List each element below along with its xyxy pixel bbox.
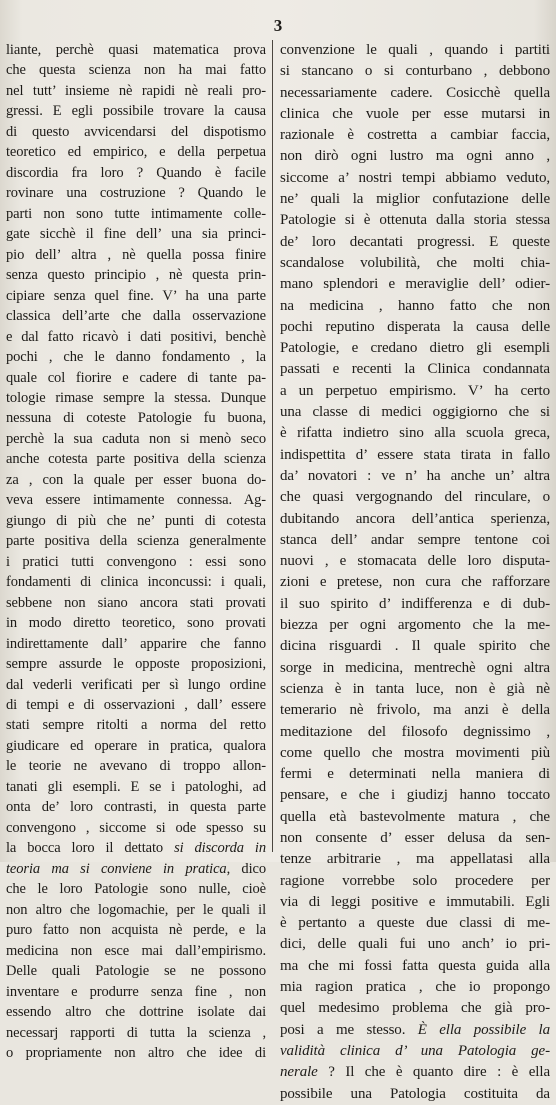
- text-line: [280, 296, 550, 317]
- text-line: [280, 1062, 550, 1083]
- text-line: [6, 654, 266, 674]
- text-line: [280, 104, 550, 125]
- text-line: [6, 777, 266, 797]
- text-segment: nuovi , e stomacata delle loro disputa-: [280, 553, 550, 570]
- text-segment: pensare, e che i giudizj hanno toccato: [280, 787, 550, 804]
- text-segment: stanca dell’ andar sempre tentone coi: [280, 531, 550, 548]
- text-segment: quale col fiorire e cadere di tante pa-: [6, 369, 266, 386]
- text-line: [280, 594, 550, 615]
- text-line: [280, 892, 550, 913]
- text-line: [6, 1002, 266, 1022]
- text-line: [6, 572, 266, 592]
- text-line: [6, 838, 266, 858]
- text-line: [280, 828, 550, 849]
- text-segment: che le loro Patologie sono nulle, cioè: [6, 881, 266, 898]
- text-segment: meditazione del filosofo degnissimo ,: [280, 723, 550, 740]
- text-segment: dubitando ancora dell’antica sperienza,: [280, 510, 550, 527]
- text-segment: pochi reputino disperata la causa delle: [280, 318, 550, 335]
- text-line: [6, 388, 266, 408]
- text-line: [6, 142, 266, 162]
- text-line: [280, 146, 550, 167]
- text-segment: cipiare senza quel fine. V’ ha una parte: [6, 287, 266, 304]
- text-line: [6, 265, 266, 285]
- text-segment: convengono , siccome si ode spesso su: [6, 819, 266, 836]
- text-line: [280, 509, 550, 530]
- text-segment: in modo diretto teoretico, sono provati: [6, 615, 266, 632]
- text-line: [6, 695, 266, 715]
- text-line: [6, 286, 266, 306]
- text-segment: liante, perchè quasi matematica prova: [6, 42, 266, 58]
- text-segment: gressi. E egli possibile trovare la causa: [6, 103, 266, 120]
- text-segment: medicina non esce mai dall’empirismo.: [6, 942, 266, 959]
- text-line: [280, 764, 550, 785]
- text-segment: indispettita d’ essere stata tirata in fallo: [280, 446, 550, 463]
- text-segment: i pratici tutti convengono : essi sono: [6, 553, 266, 570]
- text-segment: è rifatta indietro sino alla scuola greca,: [280, 425, 550, 442]
- text-line: [280, 210, 550, 231]
- text-segment: le teorie ne avevano di troppo allon-: [6, 758, 266, 775]
- text-segment: nel tutt’ insieme nè rapidi nè reali pro-: [6, 82, 266, 99]
- text-line: [280, 700, 550, 721]
- text-segment: nessuna di coteste Patologie fu buona,: [6, 410, 266, 427]
- text-line: [6, 204, 266, 224]
- text-line: [6, 1043, 266, 1063]
- text-segment: posi a me stesso.: [280, 1021, 418, 1038]
- text-line: [6, 715, 266, 735]
- text-segment: come quello che mostra movimenti più: [280, 744, 550, 761]
- text-segment: ne’ quali la miglior confutazione delle: [280, 191, 550, 208]
- text-segment: stati sempre ritolti a norma del retto: [6, 717, 266, 734]
- text-segment: scandalose volubilità, che molti chia-: [280, 254, 550, 271]
- text-line: [6, 163, 266, 183]
- text-segment: quel medesimo problema che già pro-: [280, 1000, 550, 1017]
- text-line: [280, 1041, 550, 1062]
- text-segment: dici, delle quali fui uno anch’ io pri-: [280, 936, 550, 953]
- text-segment: non dirò ogni lustro ma ogni anno ,: [280, 148, 550, 165]
- text-segment: gate sicchè il fine dell’ una sia princi-: [6, 226, 266, 243]
- italic-text-segment: si discorda in: [174, 840, 266, 857]
- text-line: [6, 879, 266, 899]
- italic-text-segment: È ella possibile la: [417, 1021, 550, 1038]
- text-segment: non altro che logomachie, per le quali il: [6, 901, 266, 918]
- italic-text-segment: teoria ma si conviene in pratica: [6, 860, 227, 877]
- text-segment: tanati gli esempli. E se i patologhi, ad: [6, 778, 266, 795]
- text-line: [280, 530, 550, 551]
- text-line: [280, 658, 550, 679]
- text-segment: , dico: [226, 860, 266, 877]
- text-segment: o propriamente non altro che idee di: [6, 1044, 266, 1061]
- text-line: [6, 634, 266, 654]
- text-line: [6, 347, 266, 367]
- text-line: [280, 572, 550, 593]
- text-segment: ragione vorrebbe solo procedere per: [280, 872, 550, 889]
- text-segment: di questo avvicendarsi del dispotismo: [6, 123, 266, 140]
- text-line: [280, 381, 550, 402]
- text-segment: convenzione le quali , quando i partiti: [280, 42, 550, 58]
- text-segment: giudicare ed operare in pratica, qualora: [6, 737, 266, 754]
- text-segment: inventare e produrre senza fine , non: [6, 983, 266, 1000]
- text-line: [6, 613, 266, 633]
- text-segment: mano splendori e meraviglie dell’ odier-: [280, 276, 550, 293]
- text-line: [280, 998, 550, 1019]
- text-line: [6, 183, 266, 203]
- text-line: [6, 675, 266, 695]
- text-line: [6, 60, 266, 80]
- text-line: [6, 368, 266, 388]
- text-line: [280, 232, 550, 253]
- text-line: [6, 818, 266, 838]
- text-line: [280, 61, 550, 82]
- text-line: [6, 859, 266, 879]
- text-segment: zioni e pretese, non cura che rafforzare: [280, 574, 550, 591]
- text-line: [280, 423, 550, 444]
- text-line: [280, 934, 550, 955]
- text-line: [280, 487, 550, 508]
- text-line: [280, 168, 550, 189]
- text-segment: necessarj rapporti di tutta la scienza ,: [6, 1024, 266, 1041]
- text-segment: clinica che vuole per esse mutarsi in: [280, 105, 550, 122]
- text-line: [280, 743, 550, 764]
- text-segment: Delle quali Patologie se ne possono: [6, 963, 266, 980]
- text-segment: dal vederli verificati per sì lungo ordine: [6, 676, 266, 693]
- text-segment: indirettamente dall’ apparire che fanno: [6, 635, 266, 652]
- text-line: [280, 402, 550, 423]
- text-line: [6, 429, 266, 449]
- italic-text-segment: validità clinica d’ una Patologia ge-: [280, 1042, 550, 1059]
- text-line: [280, 359, 550, 380]
- text-line: [280, 722, 550, 743]
- text-segment: fondamenti di clinica inconcussi: i quali,: [6, 574, 266, 591]
- text-line: [280, 253, 550, 274]
- text-line: [280, 466, 550, 487]
- text-segment: la bocca loro il dettato: [6, 840, 175, 857]
- text-line: [6, 306, 266, 326]
- text-segment: discordia fra loro ? Quando è facile: [6, 164, 266, 181]
- text-line: [6, 224, 266, 244]
- text-segment: quella età bastevolmente matura , che: [280, 808, 550, 825]
- text-line: [6, 900, 266, 920]
- text-segment: sorge in medicina, mentrechè ogni altra: [280, 659, 550, 676]
- text-line: [6, 797, 266, 817]
- text-line: [6, 531, 266, 551]
- text-line: [280, 636, 550, 657]
- text-segment: veva essere intimamente connessa. Ag-: [6, 492, 266, 509]
- text-line: [280, 445, 550, 466]
- page-number: 3: [273, 16, 283, 35]
- text-line: [280, 807, 550, 828]
- text-segment: che quasi vergognando del rinculare, o: [280, 489, 550, 506]
- text-line: [6, 449, 266, 469]
- text-segment: pio dell’ altra , nè quella possa finire: [6, 246, 266, 263]
- text-segment: Patologie si è ottenuta dalla storia stessa: [280, 212, 550, 229]
- text-segment: onta de’ loro contrasti, in questa parte: [6, 799, 266, 816]
- text-segment: il suo spirito d’ indifferenza e di dub-: [280, 595, 550, 612]
- text-line: [6, 245, 266, 265]
- text-segment: essendo altro che dottrine isolate dai: [6, 1004, 266, 1021]
- text-segment: parti non sono tutte intimamente colle-: [6, 205, 266, 222]
- text-segment: za , con la quale per esser buona do-: [6, 471, 266, 488]
- text-line: [280, 274, 550, 295]
- text-segment: parte positiva della scienza generalmente: [6, 533, 266, 550]
- text-line: [280, 785, 550, 806]
- text-line: [280, 125, 550, 146]
- text-segment: biezza per ogni argomento che la me-: [280, 617, 550, 634]
- text-line: [6, 327, 266, 347]
- text-segment: una classe di medici oggigiorno che si: [280, 404, 550, 421]
- text-line: [6, 122, 266, 142]
- text-line: [6, 756, 266, 776]
- text-segment: e dal fatto ricavò i dati positivi, benchè: [6, 328, 266, 345]
- text-segment: de’ loro decantati progressi. E queste: [280, 233, 550, 250]
- text-line: [280, 977, 550, 998]
- text-segment: tologie rimase sempre la stessa. Dunque: [6, 389, 266, 406]
- text-line: [280, 317, 550, 338]
- text-line: [6, 593, 266, 613]
- text-segment: ma che mi fossi fatta questa guida alla: [280, 957, 550, 974]
- text-line: [6, 408, 266, 428]
- text-line: [6, 470, 266, 490]
- text-line: [6, 81, 266, 101]
- text-line: [280, 615, 550, 636]
- text-segment: necessariamente cadere. Cosicchè quella: [280, 84, 550, 101]
- text-line: [280, 913, 550, 934]
- text-segment: dicina risguardi . Il quale spirito che: [280, 638, 550, 655]
- text-segment: perchè la sua caduta non si menò seco: [6, 430, 266, 447]
- text-segment: Patologie, e credano dietro gli esempli: [280, 340, 550, 357]
- text-segment: anche cotesta parte positiva della scienza: [6, 451, 266, 468]
- text-segment: di tempi e di osservazioni , dall’ essere: [6, 697, 266, 713]
- text-segment: è pertanto a queste due classi di me-: [280, 915, 550, 932]
- text-segment: puro fatto non acquista nè perde, e la: [6, 922, 266, 939]
- text-segment: razionale è costretta a cambiar faccia,: [280, 127, 550, 144]
- text-line: [6, 511, 266, 531]
- text-segment: senza questo principio , nè questa prin-: [6, 267, 266, 284]
- text-segment: giungo di più che ne’ punti di cotesta: [6, 512, 266, 529]
- text-line: [6, 941, 266, 961]
- text-line: [280, 338, 550, 359]
- text-line: [280, 189, 550, 210]
- text-line: [6, 40, 266, 60]
- text-segment: a un perpetuo empirismo. V’ ha certo: [280, 382, 550, 399]
- text-line: [280, 1084, 550, 1105]
- text-segment: tenze arbitrarie , ma appellatasi alla: [280, 851, 550, 868]
- text-line: [6, 982, 266, 1002]
- text-line: [280, 83, 550, 104]
- text-segment: teoretico ed empirico, e della perpetua: [6, 144, 266, 161]
- text-segment: non consente d’ esser delusa da sen-: [280, 829, 550, 846]
- text-line: [280, 871, 550, 892]
- text-segment: na medicina , hanno fatto che non: [280, 297, 550, 314]
- text-segment: ? Il che è quanto dire : è ella: [317, 1064, 550, 1081]
- text-segment: via di leggi positive e immutabili. Egli: [280, 893, 550, 910]
- text-segment: fermi e determinati nella maniera di: [280, 766, 550, 783]
- text-segment: sebbene non siano ancora stati provati: [6, 594, 266, 611]
- text-line: [280, 849, 550, 870]
- text-segment: siccome a’ nostri tempi abbiamo veduto,: [280, 169, 550, 186]
- text-line: [280, 551, 550, 572]
- text-line: [280, 40, 550, 61]
- text-segment: sempre assurde le opposte proposizioni,: [6, 656, 266, 673]
- text-segment: passati e recenti la Clinica condannata: [280, 361, 550, 378]
- text-line: [6, 101, 266, 121]
- text-line: [6, 552, 266, 572]
- text-line: [6, 920, 266, 940]
- text-line: [280, 956, 550, 977]
- text-segment: pochi , che le danno fondamento , la: [6, 349, 266, 366]
- text-line: [6, 961, 266, 981]
- text-segment: che questa scienza non ha mai fatto: [6, 62, 266, 79]
- text-line: [6, 736, 266, 756]
- left-text-column: [6, 40, 273, 1061]
- text-segment: classica dell’arte che dalla osservazione: [6, 308, 266, 325]
- text-segment: mia ragion pratica , che io propongo: [280, 979, 550, 996]
- text-line: [280, 1020, 550, 1041]
- text-segment: si stancano o si conturbano , debbono: [280, 63, 550, 80]
- text-segment: da’ novatori : ve n’ ha anche un’ altra: [280, 467, 550, 484]
- text-segment: temerario nè frivolo, ma anzi è della: [280, 702, 550, 719]
- text-line: [280, 679, 550, 700]
- text-line: [6, 490, 266, 510]
- text-segment: rovinare una costruzione ? Quando le: [6, 185, 266, 202]
- text-segment: possibile una Patologia costituita da: [280, 1085, 550, 1102]
- text-segment: scienza è in tanta luce, non è già nè: [280, 680, 550, 697]
- text-line: [6, 1023, 266, 1043]
- italic-text-segment: nerale: [280, 1064, 318, 1081]
- right-text-column: [280, 40, 550, 1102]
